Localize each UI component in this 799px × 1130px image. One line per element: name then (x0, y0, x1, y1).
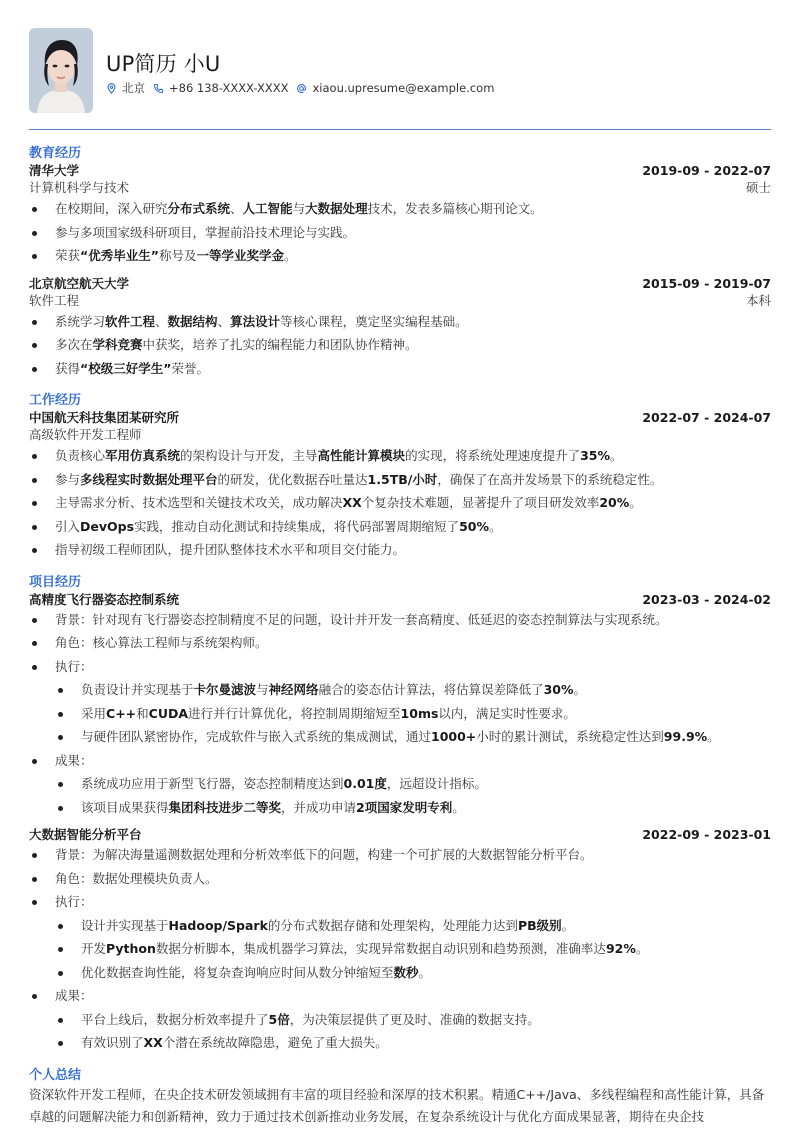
section-title-summary: 个人总结 (29, 1067, 82, 1083)
list-item (29, 1031, 771, 1055)
text-segment: 引入 (55, 518, 81, 534)
emphasis-text: 软件工程 (105, 313, 156, 329)
resume-header (29, 28, 771, 114)
text-segment: 等核心课程，奠定坚实编程基础。 (280, 313, 468, 329)
text-segment: 的实现，将系统处理速度提升了 (405, 448, 581, 463)
text-segment: 与 (292, 201, 306, 216)
text-segment: 个复杂技术难题，显著提升了项目研发效率 (361, 495, 600, 510)
emphasis-text: 分布式系统 (167, 201, 231, 216)
text-segment: 和 (136, 705, 149, 721)
emphasis-text: 数据结构 (167, 313, 218, 329)
location-text: 北京 (122, 81, 145, 95)
emphasis-text: Hadoop/Spark (168, 917, 268, 933)
text-segment: 荣获 (55, 248, 81, 263)
emphasis-text: C++ (106, 705, 137, 721)
text-segment: 技术，发表多篇核心期刊论文。 (367, 201, 543, 216)
bullet-list (29, 608, 771, 820)
emphasis-text: 20% (599, 495, 630, 510)
text-segment: 与 (256, 682, 269, 697)
emphasis-text: CUDA (148, 705, 189, 721)
text-segment: 中获奖，培养了扎实的编程能力和团队协作精神。 (142, 337, 418, 352)
emphasis-text: 1000+ (431, 729, 477, 744)
contact-info (106, 80, 502, 96)
text-segment: 在校期间，深入研究 (55, 201, 168, 216)
entry-header (29, 409, 771, 426)
text-segment: 负责设计并实现基于 (81, 682, 194, 697)
emphasis-text: 学科竞赛 (92, 337, 143, 352)
date-range: 2015-09 - 2019-07 (642, 275, 771, 291)
date-range: 2023-03 - 2024-02 (642, 591, 771, 607)
emphasis-text: 多线程实时数据处理平台 (80, 471, 218, 487)
text-segment: 融合的姿态估计算法，将估算误差降低了 (318, 682, 544, 697)
date-range: 2022-07 - 2024-07 (642, 410, 771, 425)
list-item (29, 221, 771, 245)
contact-phone[interactable] (153, 81, 288, 95)
text-segment: 称号及 (158, 248, 197, 263)
text-segment: 。 (283, 248, 297, 263)
project-role: 角色：核心算法工程师与系统架构师。 (29, 631, 771, 655)
text-segment: 。 (707, 729, 720, 744)
emphasis-text: “校级三好学生” (80, 360, 172, 376)
emphasis-text: “优秀毕业生” (80, 248, 159, 263)
education-section (29, 145, 771, 380)
list-item (29, 515, 771, 539)
results-label: 成果： (55, 988, 93, 1003)
text-segment: 、 (230, 201, 243, 216)
list-item (29, 538, 771, 562)
execution-label: 执行： (55, 658, 93, 674)
text-segment: 。 (561, 917, 575, 933)
entry-header (29, 591, 771, 608)
phone-icon (153, 83, 164, 94)
entry-header (29, 826, 771, 843)
list-item (29, 244, 771, 268)
text-segment: 多次在 (55, 337, 93, 352)
header-divider (29, 129, 771, 130)
list-item (29, 725, 771, 749)
text-segment: 。 (573, 682, 587, 697)
entry-header (29, 162, 771, 179)
avatar (29, 28, 93, 113)
text-segment: ，确保了在高并发场景下的系统稳定性。 (437, 471, 663, 487)
degree: 本科 (745, 292, 771, 308)
text-segment: ，远超设计指标。 (386, 776, 487, 791)
emphasis-text: 5倍 (268, 1011, 290, 1027)
resume-content (29, 145, 771, 1128)
list-item (29, 310, 771, 334)
project-entry (29, 591, 771, 820)
company-name: 中国航天科技集团某研究所 (29, 410, 180, 425)
text-segment: 该项目成果获得 (81, 799, 169, 815)
text-segment: 。 (635, 941, 649, 956)
sub-bullet-list (29, 914, 771, 985)
project-name: 高精度飞行器姿态控制系统 (29, 591, 180, 607)
education-entry (29, 268, 771, 381)
project-execution (29, 655, 771, 749)
at-sign-icon (296, 83, 307, 94)
emphasis-text: 50% (459, 518, 489, 534)
section-title-work: 工作经历 (29, 393, 82, 408)
emphasis-text: 神经网络 (268, 682, 319, 697)
map-pin-icon (106, 83, 117, 94)
emphasis-text: 1.5TB/小时 (367, 471, 438, 487)
text-segment: 有效识别了 (81, 1035, 144, 1050)
summary-section (29, 1067, 771, 1128)
candidate-name: UP简历 小U (106, 52, 221, 76)
emphasis-text: 算法设计 (230, 313, 281, 329)
project-name: 大数据智能分析平台 (29, 827, 142, 842)
emphasis-text: 大数据处理 (305, 201, 368, 216)
project-background: 背景：为解决海量遥测数据处理和分析效率低下的问题，构建一个可扩展的大数据智能分析平台。 (29, 843, 771, 867)
text-segment: 系统成功应用于新型飞行器，姿态控制精度达到 (81, 776, 344, 791)
list-item (29, 333, 771, 357)
bullet-list (29, 444, 771, 562)
emphasis-text: XX (143, 1035, 163, 1050)
entry-header (29, 275, 771, 292)
emphasis-text: 数秒 (393, 964, 419, 980)
phone-text: +86 138-XXXX-XXXX (169, 81, 289, 95)
emphasis-text: DevOps (80, 518, 135, 534)
section-title-projects: 项目经历 (29, 574, 82, 590)
text-segment: 。 (418, 964, 432, 980)
emphasis-text: 高性能计算模块 (317, 448, 406, 463)
text-segment: 参与多项国家级科研项目，掌握前沿技术理论与实践。 (55, 224, 356, 240)
text-segment: 数据分析脚本，集成机器学习算法，实现异常数据自动识别和趋势预测，准确率达 (155, 941, 606, 956)
list-item (29, 961, 771, 985)
summary-text: 资深软件开发工程师，在央企技术研发领域拥有丰富的项目经验和深厚的技术积累。精通C++/Java、多线程编程和高性能计算，具备卓越的问题解决能力和创新精神，致力于通过技术创新推动业务发展，在复杂系统设计与优化方面成果显著，期待在央企技 (29, 1086, 765, 1124)
project-results (29, 984, 771, 1055)
entry-subheader (29, 426, 771, 444)
text-segment: 系统学习 (55, 313, 106, 329)
degree: 硕士 (745, 180, 771, 195)
text-segment: 指导初级工程师团队，提升团队整体技术水平和项目交付能力。 (55, 542, 406, 557)
project-background: 背景：针对现有飞行器姿态控制精度不足的问题，设计并开发一套高精度、低延迟的姿态控制算法与实现系统。 (29, 608, 771, 632)
list-item (29, 937, 771, 961)
emphasis-text: 92% (605, 941, 636, 956)
emphasis-text: 35% (580, 448, 610, 463)
text-segment: 开发 (81, 941, 107, 956)
text-segment: 与硬件团队紧密协作，完成软件与嵌入式系统的集成测试，通过 (81, 729, 432, 744)
bullet-list (29, 843, 771, 1055)
email-text: xiaou.upresume@example.com (312, 81, 495, 95)
text-segment: 以内，满足实时性要求。 (438, 705, 576, 721)
emphasis-text: Python (106, 941, 156, 956)
list-item (29, 444, 771, 468)
list-item (29, 197, 771, 221)
sub-bullet-list (29, 1008, 771, 1055)
text-segment: 。 (452, 799, 465, 815)
projects-section (29, 574, 771, 1055)
work-section (29, 392, 771, 562)
results-label: 成果： (55, 752, 93, 768)
portrait-photo-icon (29, 28, 93, 113)
major: 计算机科学与技术 (29, 180, 130, 195)
text-segment: ，为决策层提供了更及时、准确的数据支持。 (289, 1011, 540, 1027)
text-segment: 。 (488, 518, 502, 534)
list-item (29, 357, 771, 381)
list-item (29, 914, 771, 938)
bullet-list (29, 310, 771, 381)
section-title-education: 教育经历 (29, 146, 82, 161)
text-segment: 获得 (55, 360, 81, 376)
text-segment: 荣誉。 (171, 360, 209, 376)
date-range: 2019-09 - 2022-07 (642, 163, 771, 178)
school-name: 清华大学 (29, 163, 80, 178)
list-item (29, 491, 771, 515)
text-segment: 个潜在系统故障隐患，避免了重大损失。 (162, 1035, 388, 1050)
text-segment: 主导需求分析、技术选型和关键技术攻关，成功解决 (55, 495, 343, 510)
text-segment: 进行并行计算优化，将控制周期缩短至 (188, 705, 401, 721)
text-segment: 实践，推动自动化测试和持续集成，将代码部署周期缩短了 (134, 518, 460, 534)
text-segment: 的架构设计与开发，主导 (180, 448, 318, 463)
education-entry (29, 162, 771, 268)
text-segment: 、 (155, 313, 168, 329)
date-range: 2022-09 - 2023-01 (642, 827, 771, 842)
sub-bullet-list (29, 772, 771, 819)
emphasis-text: 99.9% (663, 729, 708, 744)
execution-label: 执行： (55, 894, 93, 909)
text-segment: 平台上线后，数据分析效率提升了 (81, 1011, 269, 1027)
emphasis-text: 卡尔曼滤波 (193, 682, 257, 697)
list-item (29, 772, 771, 796)
list-item (29, 468, 771, 492)
school-name: 北京航空航天大学 (29, 275, 130, 291)
emphasis-text: 0.01度 (343, 776, 387, 791)
emphasis-text: 军用仿真系统 (105, 448, 181, 463)
project-role: 角色：数据处理模块负责人。 (29, 867, 771, 891)
list-item (29, 796, 771, 820)
text-segment: 设计并实现基于 (81, 917, 169, 933)
contact-email[interactable] (296, 81, 494, 95)
spacer (29, 819, 771, 826)
text-segment: 。 (629, 495, 642, 510)
emphasis-text: 30% (543, 682, 574, 697)
text-segment: 。 (610, 448, 623, 463)
text-segment: 小时的累计测试，系统稳定性达到 (476, 729, 664, 744)
entry-subheader (29, 179, 771, 197)
emphasis-text: PB级别 (517, 917, 562, 933)
contact-location (106, 80, 145, 96)
text-segment: 优化数据查询性能，将复杂查询响应时间从数分钟缩短至 (81, 964, 394, 980)
spacer (29, 268, 771, 275)
text-segment: 参与 (55, 471, 81, 487)
sub-bullet-list (29, 678, 771, 749)
text-segment: 负责核心 (55, 448, 106, 463)
emphasis-text: XX (342, 495, 362, 510)
project-execution (29, 890, 771, 984)
list-item (29, 702, 771, 726)
text-segment: 、 (217, 313, 231, 329)
emphasis-text: 10ms (400, 705, 439, 721)
entry-subheader (29, 292, 771, 310)
project-entry (29, 819, 771, 1055)
text-segment: 的分布式数据存储和处理架构，处理能力达到 (267, 917, 518, 933)
job-title: 高级软件开发工程师 (29, 427, 142, 442)
bullet-list (29, 197, 771, 268)
list-item (29, 678, 771, 702)
text-segment: 的研发，优化数据吞吐量达 (217, 471, 368, 487)
emphasis-text: 一等学业奖学金 (196, 248, 284, 263)
emphasis-text: 2项国家发明专利 (356, 799, 453, 815)
emphasis-text: 人工智能 (242, 201, 293, 216)
text-segment: ，并成功申请 (281, 799, 357, 815)
major: 软件工程 (29, 292, 80, 308)
project-results (29, 749, 771, 820)
work-entry (29, 409, 771, 562)
text-segment: 采用 (81, 705, 107, 721)
list-item (29, 1008, 771, 1032)
emphasis-text: 集团科技进步二等奖 (168, 799, 282, 815)
